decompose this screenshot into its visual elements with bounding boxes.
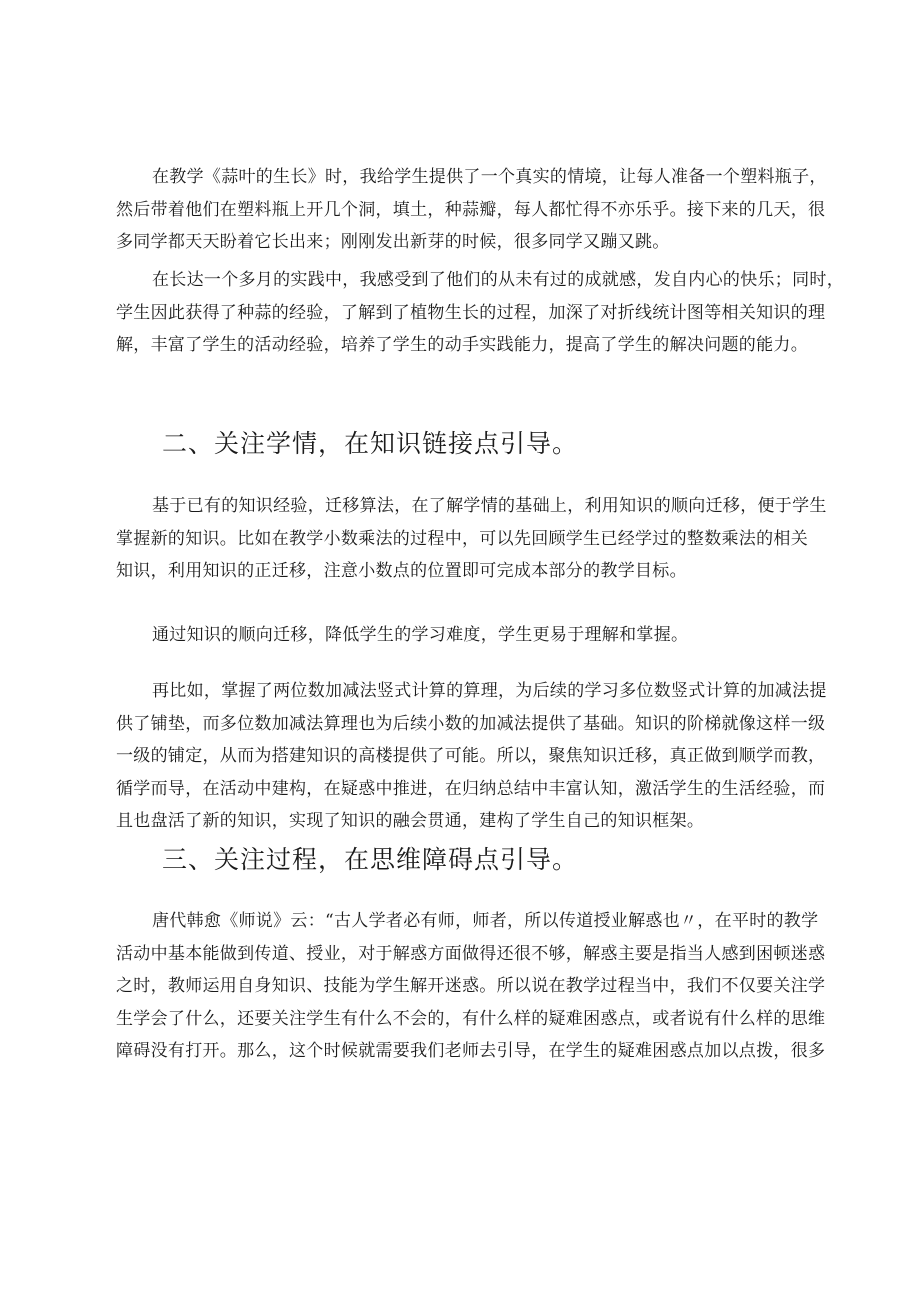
text-line: 再比如，掌握了两位数加减法竖式计算的算理，为后续的学习多位数竖式计算的加减法提 — [152, 681, 827, 701]
text-line: 供了铺垫，而多位数加减法算理也为后续小数的加减法提供了基础。知识的阶梯就像这样一级 — [116, 713, 826, 734]
text-line: 然后带着他们在塑料瓶上开几个洞，填土，种蒜瓣，每人都忙得不亦乐乎。接下来的几天，很 — [116, 199, 826, 220]
text-line: 唐代韩愈《师说》云：“古人学者必有师，师者，所以传道授业解惑也〃，在平时的教学 — [152, 911, 819, 931]
text-line: 且也盘活了新的知识，实现了知识的融会贯通，建构了学生自己的知识框架。 — [116, 811, 705, 831]
text-line: 学生因此获得了种蒜的经验，了解到了植物生长的过程，加深了对折线统计图等相关知识的理 — [116, 302, 826, 323]
text-line: 之时，教师运用自身知识、技能为学生解开迷惑。所以说在教学过程当中，我们不仅要关注学 — [116, 976, 826, 996]
text-line: 障碍没有打开。那么，这个时候就需要我们老师去引导，在学生的疑难困惑点加以点拨，很多 — [116, 1041, 826, 1061]
paragraph-garlic-experiment — [116, 161, 827, 259]
paragraph-knowledge-transfer — [116, 490, 827, 588]
text-line: 解，丰富了学生的活动经验，培养了学生的动手实践能力，提高了学生的解决问题的能力。 — [116, 335, 808, 355]
text-line: 在长达一个多月的实践中，我感受到了他们的从未有过的成就感，发自内心的快乐；同时， — [152, 270, 844, 290]
text-line: 在教学《蒜叶的生长》时，我给学生提供了一个真实的情境，让每人准备一个塑料瓶子， — [152, 167, 827, 187]
paragraph-teacher-guidance — [116, 905, 826, 1068]
paragraph-addition-example — [116, 675, 827, 838]
text-line: 活动中基本能做到传道、授业，对于解惑方面做得还很不够，解惑主要是指当人感到困顿迷惑 — [116, 943, 826, 964]
text-line: 基于已有的知识经验，迁移算法，在了解学情的基础上，利用知识的顺向迁移，便于学生 — [152, 496, 827, 516]
text-line: 通过知识的顺向迁移，降低学生的学习难度，学生更易于理解和掌握。 — [152, 625, 689, 645]
section-heading-3: 三、关注过程，在思维障碍点引导。 — [162, 845, 579, 874]
text-line: 生学会了什么，还要关注学生有什么不会的，有什么样的疑难困惑点，或者说有什么样的思维 — [116, 1008, 826, 1029]
paragraph-practice-outcome — [116, 264, 844, 362]
text-line: 知识，利用知识的正迁移，注意小数点的位置即可完成本部分的教学目标。 — [116, 561, 687, 581]
paragraph-transfer-summary — [116, 619, 806, 652]
text-line: 掌握新的知识。比如在教学小数乘法的过程中，可以先回顾学生已经学过的整数乘法的相关 — [116, 528, 808, 549]
section-heading-2: 二、关注学情，在知识链接点引导。 — [162, 429, 579, 458]
text-line: 一级的铺定，从而为搭建知识的高楼提供了可能。所以，聚焦知识迁移，真正做到顺学而教， — [116, 746, 826, 766]
text-line: 循学而导，在活动中建构，在疑惑中推进，在归纳总结中丰富认知，激活学生的生活经验，而 — [116, 778, 826, 799]
text-line: 多同学都天天盼着它长出来；刚刚发出新芽的时候，很多同学又蹦又跳。 — [116, 232, 670, 252]
